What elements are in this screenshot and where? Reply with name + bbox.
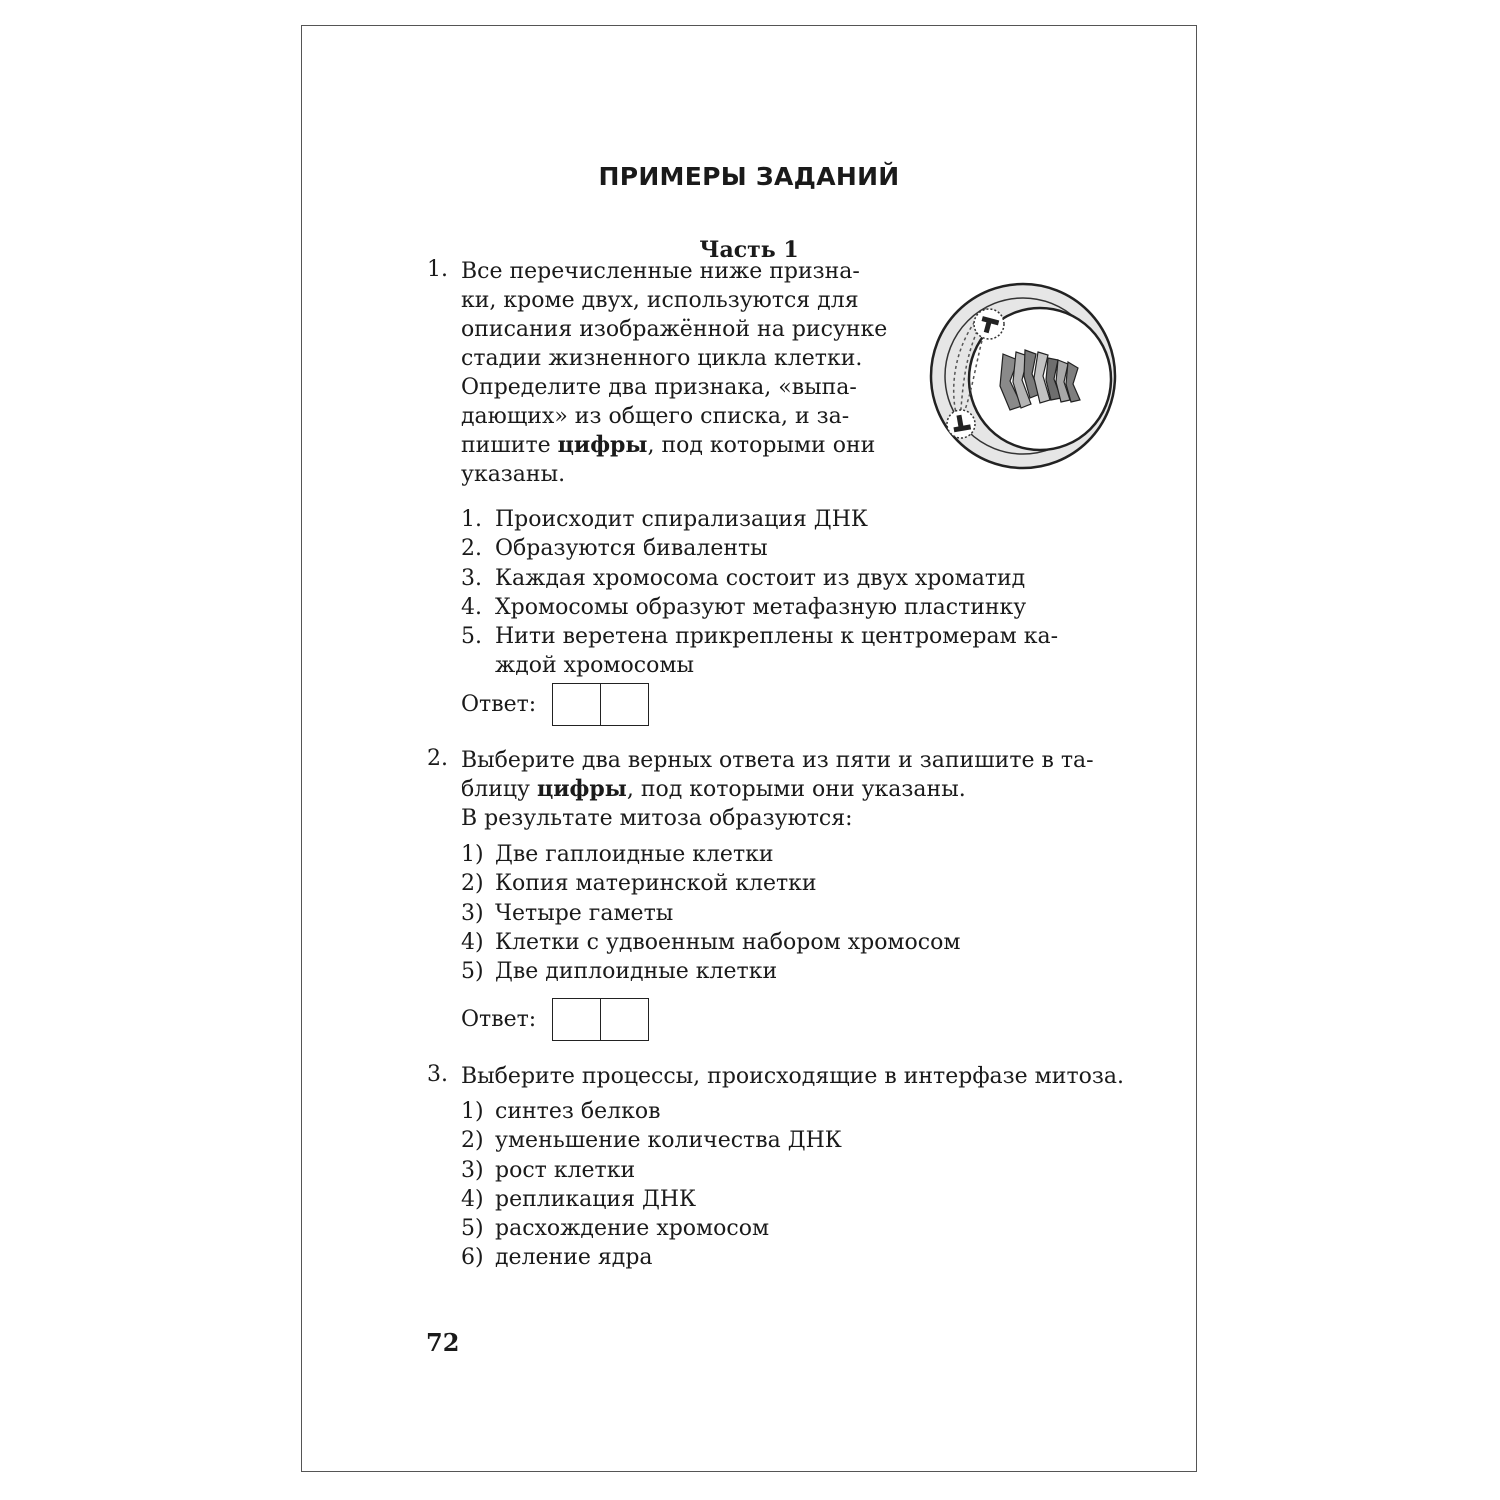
question-3-number: 3. (427, 1062, 448, 1087)
list-item (461, 899, 960, 928)
list-item (461, 928, 960, 957)
bold-text-run: цифры (557, 432, 648, 458)
part-heading: Часть 1 (699, 237, 799, 263)
answer-box[interactable] (553, 684, 600, 725)
question-1-line: Определите два признака, «выпа- (461, 375, 857, 400)
option-text: расхождение хромосом (495, 1216, 770, 1242)
list-item (461, 1126, 842, 1155)
question-2-line: Выберите два верных ответа из пяти и запишите в та- (461, 748, 1094, 773)
question-2-line: В результате митоза образуются: (461, 806, 853, 831)
list-item (461, 1243, 842, 1272)
list-item (461, 622, 1058, 651)
question-2-number: 2. (427, 746, 448, 771)
text-run: , под которыми они (647, 433, 876, 458)
option-number: 2) (461, 871, 484, 897)
question-1-options (461, 505, 1058, 681)
book-page (301, 25, 1197, 1472)
answer-label: Ответ: (461, 692, 537, 717)
option-text: деление ядра (495, 1245, 653, 1271)
option-number: 5. (461, 624, 482, 650)
option-number: 4) (461, 929, 484, 955)
option-text: Копия материнской клетки (495, 871, 817, 897)
question-1-line: ки, кроме двух, используются для (461, 288, 859, 313)
option-number: 5) (461, 1216, 484, 1242)
option-number: 3) (461, 900, 484, 926)
question-2-text (461, 746, 1094, 833)
question-2-options (461, 840, 960, 986)
option-text: Происходит спирализация ДНК (495, 507, 868, 532)
answer-box[interactable] (553, 999, 600, 1040)
option-number: 2) (461, 1128, 484, 1154)
list-item (461, 869, 960, 898)
list-item (461, 505, 1058, 534)
page-title: ПРИМЕРЫ ЗАДАНИЙ (598, 162, 900, 191)
text-run: блицу (461, 777, 537, 802)
option-text: репликация ДНК (495, 1186, 697, 1212)
page-number: 72 (426, 1328, 460, 1357)
list-item (461, 593, 1058, 622)
answer-box[interactable] (600, 999, 648, 1040)
option-text: Четыре гаметы (495, 900, 674, 926)
list-item (461, 840, 960, 869)
option-text: уменьшение количества ДНК (495, 1128, 842, 1154)
question-2-line (461, 775, 1094, 804)
answer-row-2 (461, 998, 649, 1041)
option-text: Хромосомы образуют метафазную пластинку (495, 594, 1027, 620)
option-text: Каждая хромосома состоит из двух хроматид (495, 565, 1026, 591)
option-number: 3. (461, 565, 482, 591)
option-text: ждой хромосомы (495, 653, 694, 679)
answer-label: Ответ: (461, 1007, 537, 1032)
option-number (461, 651, 495, 680)
option-text: Клетки с удвоенным набором хромосом (495, 929, 961, 955)
list-item (461, 564, 1058, 593)
list-item (461, 1156, 842, 1185)
option-number: 4) (461, 1186, 484, 1212)
question-1-line: стадии жизненного цикла клетки. (461, 346, 863, 371)
question-1-text (461, 257, 887, 489)
option-text: Нити веретена прикреплены к центромерам ка- (495, 624, 1059, 650)
cell-mitosis-figure (928, 276, 1118, 476)
question-1-line: описания изображённой на рисунке (461, 317, 888, 342)
text-run: , под которыми они указаны. (626, 777, 966, 802)
question-1-line (461, 431, 887, 460)
option-text: Образуются биваленты (495, 536, 768, 562)
answer-box[interactable] (600, 684, 648, 725)
question-1-line: дающих» из общего списка, и за- (461, 404, 850, 429)
option-number: 4. (461, 594, 482, 620)
option-text: Две гаплоидные клетки (495, 842, 774, 867)
list-item (461, 1097, 842, 1126)
answer-row-1 (461, 683, 649, 726)
text-run: пишите (461, 433, 558, 458)
option-number: 6) (461, 1245, 484, 1271)
option-number: 3) (461, 1157, 484, 1183)
question-1-line: указаны. (461, 462, 566, 487)
bold-text-run: цифры (536, 776, 627, 802)
option-text: Две диплоидные клетки (495, 959, 778, 985)
option-text: рост клетки (495, 1157, 636, 1183)
answer-boxes (552, 683, 649, 726)
answer-boxes (552, 998, 649, 1041)
option-number: 1. (461, 507, 482, 532)
list-item (461, 957, 960, 986)
list-item (461, 1214, 842, 1243)
option-number: 5) (461, 959, 484, 985)
option-number: 1) (461, 842, 484, 867)
option-number: 1) (461, 1099, 484, 1124)
question-3-options (461, 1097, 842, 1273)
option-number: 2. (461, 536, 482, 562)
list-item (461, 1185, 842, 1214)
question-3-text (461, 1062, 1124, 1091)
list-item (461, 651, 1058, 680)
question-3-line: Выберите процессы, происходящие в интерфазе митоза. (461, 1064, 1124, 1089)
option-text: синтез белков (495, 1099, 661, 1124)
question-1-line: Все перечисленные ниже призна- (461, 259, 860, 284)
question-1-number: 1. (427, 257, 448, 282)
list-item (461, 534, 1058, 563)
